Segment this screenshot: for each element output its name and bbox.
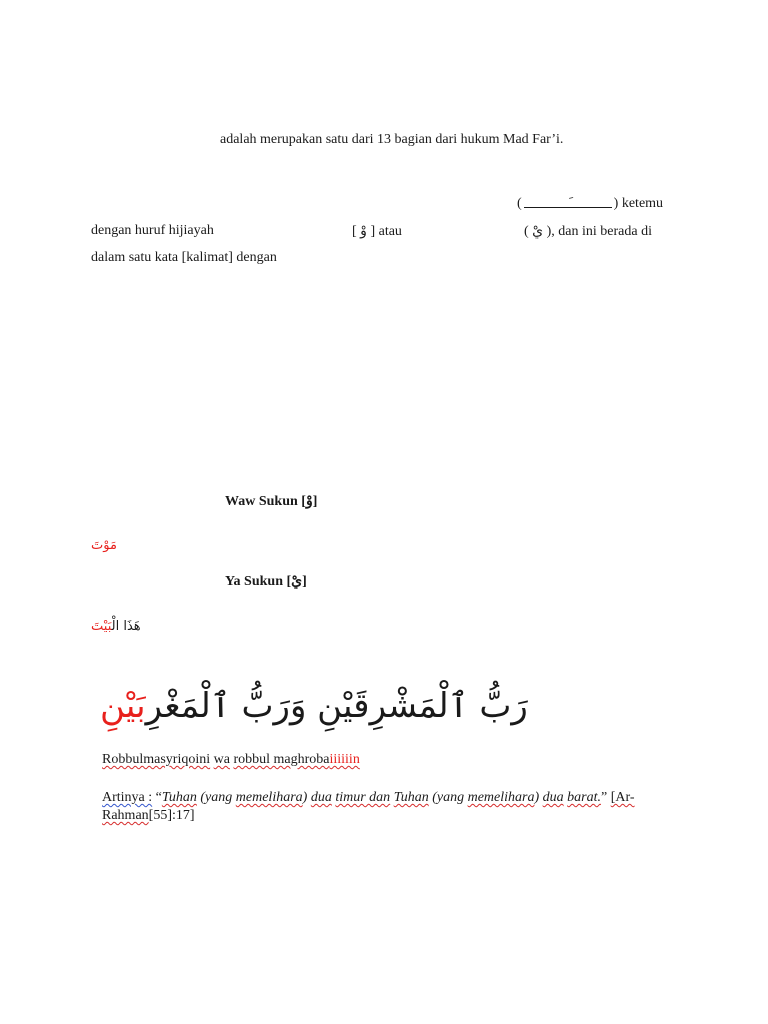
artinya-label: Artinya : bbox=[102, 790, 153, 805]
translation-word-tuhan: Tuhan bbox=[161, 790, 197, 805]
quote-close: ” bbox=[601, 790, 608, 805]
translit-part-2: wa bbox=[213, 752, 230, 767]
waw-bracket-group bbox=[352, 223, 402, 241]
translation-seg-1: (yang bbox=[196, 790, 236, 805]
atau-word: atau bbox=[378, 224, 402, 239]
bracket-open: [ bbox=[352, 224, 357, 239]
verse-arabic-black: رَبُّ ٱلْمَشْرِقَيْنِ وَرَبُّ ٱلْمَغْرِ bbox=[145, 686, 528, 726]
dalam-line: dalam satu kata [kalimat] dengan bbox=[91, 250, 277, 265]
ya-example bbox=[91, 619, 141, 635]
translation-word-tuhan-2: Tuhan bbox=[393, 790, 429, 805]
ya-paren-open: ( bbox=[524, 224, 529, 239]
verse-transliteration bbox=[102, 752, 360, 769]
waw-sukun-heading: Waw Sukun [وْ] bbox=[225, 494, 318, 509]
bracket-close: ] bbox=[370, 224, 376, 239]
waw-example: مَوْتَ bbox=[91, 538, 117, 553]
verse-translation bbox=[102, 789, 672, 825]
intro-line: adalah merupakan satu dari 13 bagian dari hukum Mad Far’i. bbox=[220, 132, 564, 147]
quote-open: “ bbox=[155, 790, 162, 805]
ketemu-word: ketemu bbox=[621, 196, 664, 211]
translation-word-memelihara: memelihara bbox=[235, 790, 303, 805]
translit-part-3: robbul maghroba bbox=[233, 752, 330, 767]
ya-example-black: هَذَا الْ bbox=[111, 619, 141, 634]
paren-open: ( bbox=[517, 196, 522, 211]
waw-sukun-glyph: وْ bbox=[360, 223, 367, 239]
translation-word-barat: barat. bbox=[567, 790, 601, 805]
reference-rest: [55]:17] bbox=[148, 808, 195, 823]
dengan-huruf-text: dengan huruf hijiayah bbox=[91, 223, 214, 238]
reference-rahman: Rahman bbox=[102, 808, 149, 823]
ya-paren-group bbox=[524, 223, 652, 241]
translit-part-1: Robbulmasyriqoini bbox=[102, 752, 211, 767]
translation-word-memelihara-2: memelihara bbox=[467, 790, 535, 805]
translation-word-timur-dan: timur dan bbox=[335, 790, 391, 805]
reference-open: [Ar- bbox=[610, 790, 635, 805]
paren-close: ) bbox=[613, 196, 619, 211]
translit-part-4: iiiiiin bbox=[329, 752, 360, 767]
ya-sukun-heading: Ya Sukun [يْ] bbox=[225, 574, 307, 589]
harakat-line bbox=[517, 196, 663, 213]
ya-tail-text: ), dan ini berada di bbox=[546, 224, 652, 239]
translation-word-dua-2: dua bbox=[542, 790, 564, 805]
harakat-blank bbox=[524, 199, 612, 208]
translation-word-dua: dua bbox=[310, 790, 332, 805]
translation-seg-6: ) bbox=[534, 790, 543, 805]
verse-arabic bbox=[100, 684, 528, 728]
ya-example-red: بَيْتَ bbox=[91, 619, 112, 634]
verse-arabic-red: بَيْنِ bbox=[100, 686, 146, 726]
ya-sukun-glyph: يْ bbox=[532, 223, 544, 239]
fatha-mark bbox=[524, 199, 612, 207]
translation-seg-5: (yang bbox=[428, 790, 468, 805]
translation-seg-2: ) bbox=[302, 790, 311, 805]
